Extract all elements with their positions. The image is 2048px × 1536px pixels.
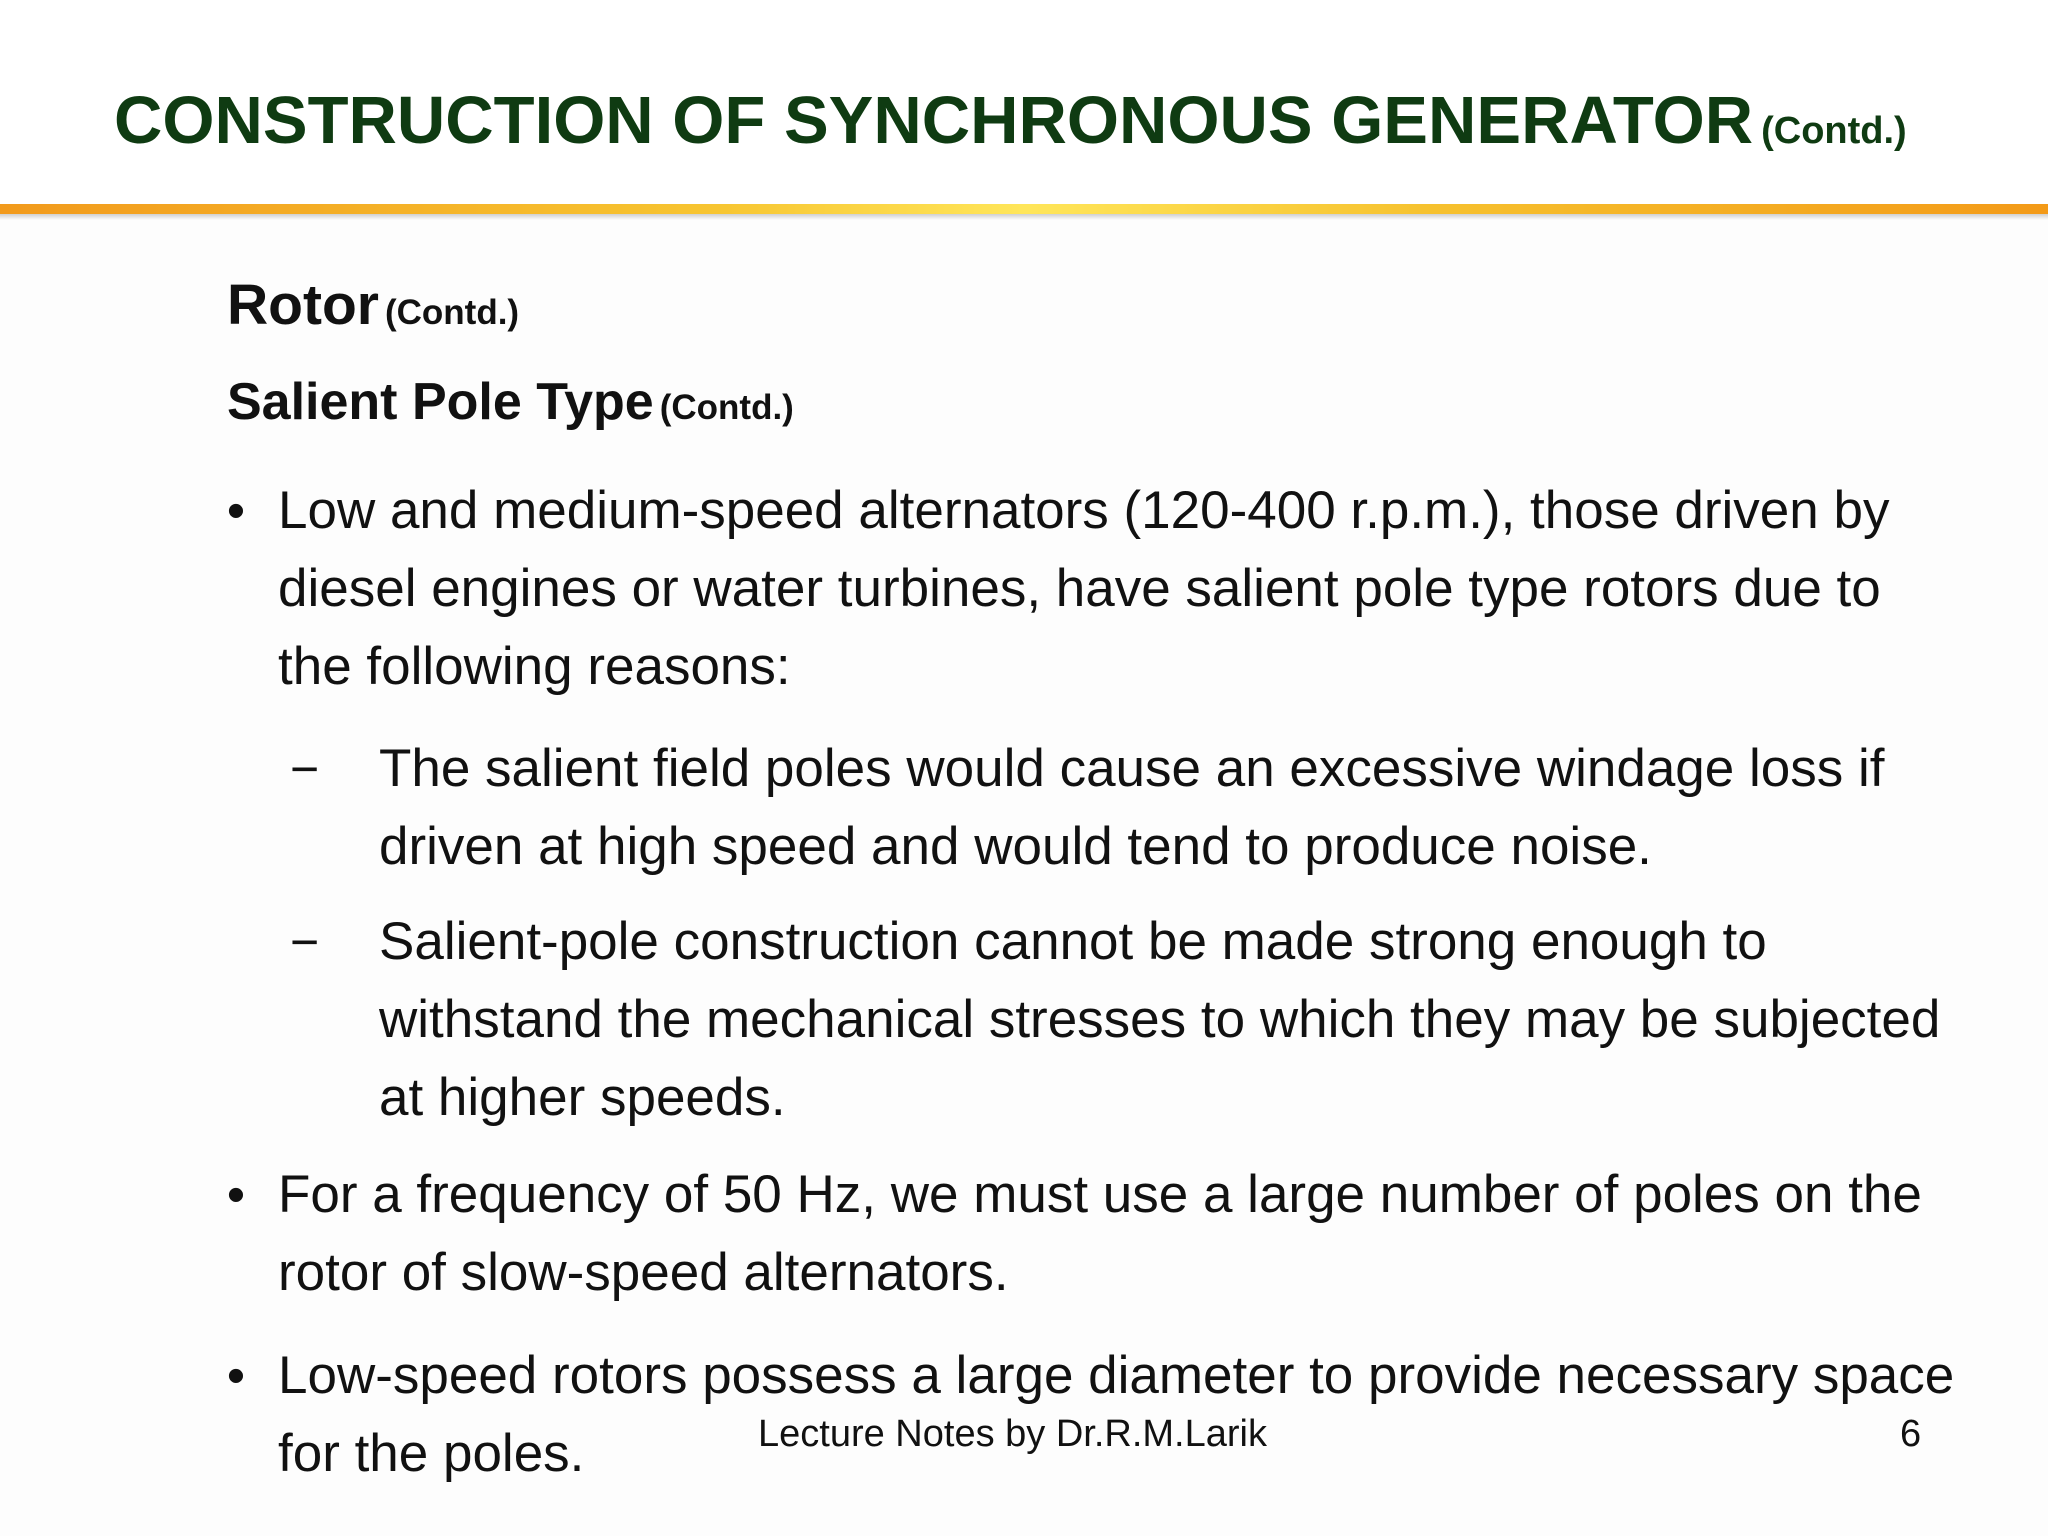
bullet-text: For a frequency of 50 Hz, we must use a large number of poles on the rotor of slow-speed alternators. <box>278 1165 1922 1302</box>
slide-title <box>114 82 1907 159</box>
title-contd: (Contd.) <box>1761 110 1907 152</box>
page-number: 6 <box>1900 1413 1922 1455</box>
bullet-dot-icon: • <box>226 1347 246 1405</box>
sub-bullet-text: The salient field poles would cause an excessive windage loss if driven at high speed and would tend to produce noise. <box>379 739 1885 876</box>
section-heading-text: Rotor <box>227 273 379 337</box>
bullet-dot-icon: • <box>226 482 246 540</box>
slide-header <box>0 0 2048 205</box>
section-heading-contd: (Contd.) <box>384 293 520 332</box>
subsection-heading <box>227 372 794 432</box>
dash-icon: − <box>290 914 320 970</box>
section-heading <box>227 272 519 338</box>
subsection-heading-contd: (Contd.) <box>659 388 794 427</box>
sub-bullet-text: Salient-pole construction cannot be made strong enough to withstand the mechanical stresses to which they may be subjected at higher speeds. <box>379 912 1941 1127</box>
bullet-text: Low and medium-speed alternators (120-400 r.p.m.), those driven by diesel engines or water turbines, have salient pole type rotors due to the following reasons: <box>278 481 1890 696</box>
title-divider-shadow <box>0 214 2048 220</box>
subsection-heading-text: Salient Pole Type <box>227 373 654 431</box>
bullet-text: Low-speed rotors possess a large diameter to provide necessary space for the poles. <box>278 1346 1955 1483</box>
bullet-dot-icon: • <box>226 1166 246 1224</box>
title-text: CONSTRUCTION OF SYNCHRONOUS GENERATOR <box>114 83 1754 158</box>
dash-icon: − <box>290 741 320 797</box>
footer-author: Lecture Notes by Dr.R.M.Larik <box>758 1413 1267 1455</box>
title-divider <box>0 204 2048 214</box>
